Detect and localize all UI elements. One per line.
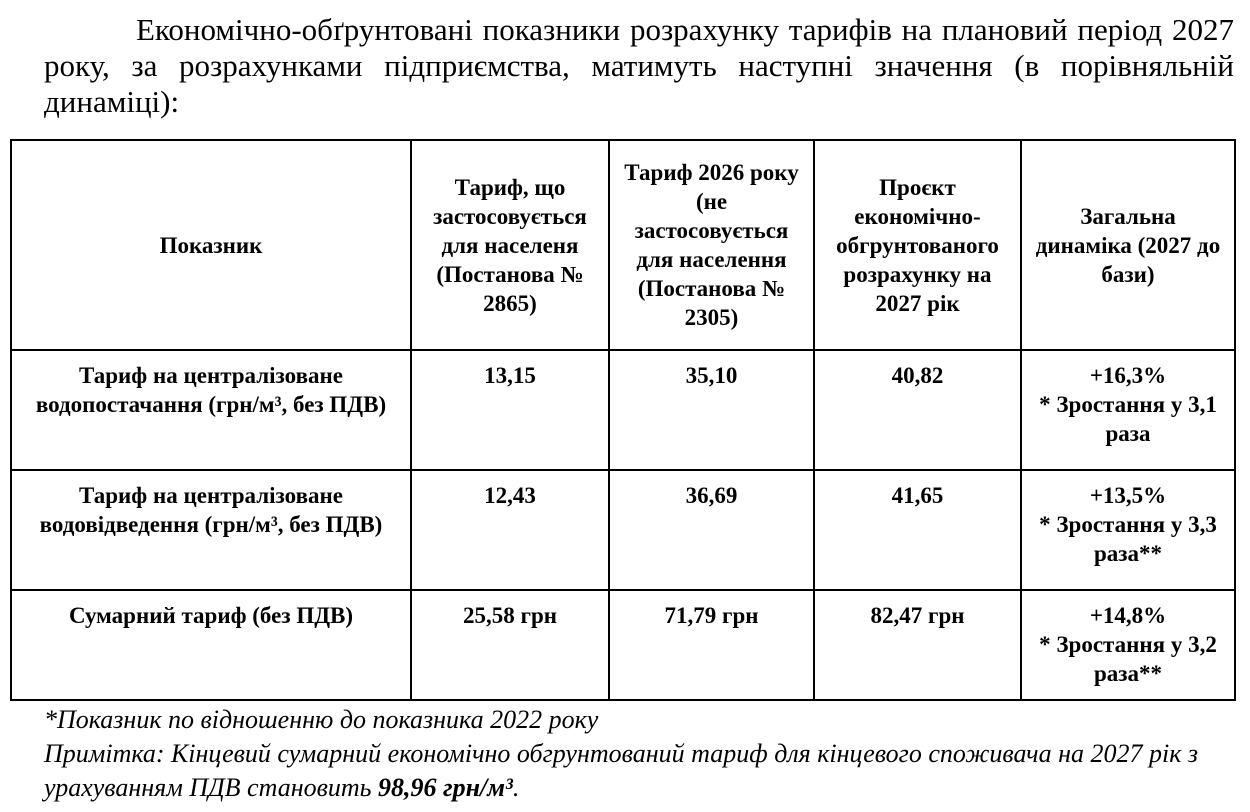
remark [44, 737, 1236, 805]
cell-project-2027: 40,82 [814, 350, 1021, 470]
header-indicator: Показник [11, 140, 411, 350]
cell-dynamics [1021, 590, 1235, 700]
cell-tariff-2026: 71,79 грн [609, 590, 814, 700]
cell-tariff-2026: 35,10 [609, 350, 814, 470]
cell-indicator: Тариф на централізоване водопостачання (грн/м³, без ПДВ) [11, 350, 411, 470]
dynamics-growth: * Зростання у 3,3 раза** [1039, 512, 1217, 566]
tariffs-table [10, 139, 1236, 701]
notes-block [44, 703, 1236, 805]
cell-tariff-population: 13,15 [411, 350, 609, 470]
remark-end: . [512, 773, 520, 802]
header-dynamics: Загальна динаміка (2027 до бази) [1021, 140, 1235, 350]
cell-tariff-2026: 36,69 [609, 470, 814, 590]
cell-indicator: Тариф на централізоване водовідведення (грн/м³, без ПДВ) [11, 470, 411, 590]
header-tariff-2026: Тариф 2026 року (не застосовується для населення (Постанова № 2305) [609, 140, 814, 350]
table-row [11, 350, 1235, 470]
cell-tariff-population: 25,58 грн [411, 590, 609, 700]
cell-tariff-population: 12,43 [411, 470, 609, 590]
header-project-2027: Проєкт економічно-обгрунтованого розрахунку на 2027 рік [814, 140, 1021, 350]
dynamics-growth: * Зростання у 3,2 раза** [1039, 632, 1217, 686]
cell-indicator: Сумарний тариф (без ПДВ) [11, 590, 411, 700]
remark-text: Примітка: Кінцевий сумарний економічно обгрунтований тариф для кінцевого споживача на 2027 рік з урахуванням ПДВ становить [44, 739, 1199, 802]
cell-project-2027: 41,65 [814, 470, 1021, 590]
table-header-row [11, 140, 1235, 350]
cell-dynamics [1021, 470, 1235, 590]
header-tariff-population: Тариф, що застосовується для населеня (Постанова № 2865) [411, 140, 609, 350]
dynamics-percent: +13,5% [1089, 483, 1167, 508]
table-row [11, 590, 1235, 700]
cell-project-2027: 82,47 грн [814, 590, 1021, 700]
table-row [11, 470, 1235, 590]
footnote: *Показник по відношенню до показника 2022 року [44, 705, 599, 734]
cell-dynamics [1021, 350, 1235, 470]
remark-value: 98,96 грн/м³ [378, 773, 513, 802]
intro-paragraph: Економічно-обґрунтовані показники розрахунку тарифів на плановий період 2027 року, за розрахунками підприємства, матимуть наступні значення (в порівняльній динаміці): [44, 12, 1234, 119]
dynamics-percent: +14,8% [1089, 603, 1167, 628]
dynamics-percent: +16,3% [1089, 363, 1167, 388]
dynamics-growth: * Зростання у 3,1 раза [1039, 392, 1217, 446]
